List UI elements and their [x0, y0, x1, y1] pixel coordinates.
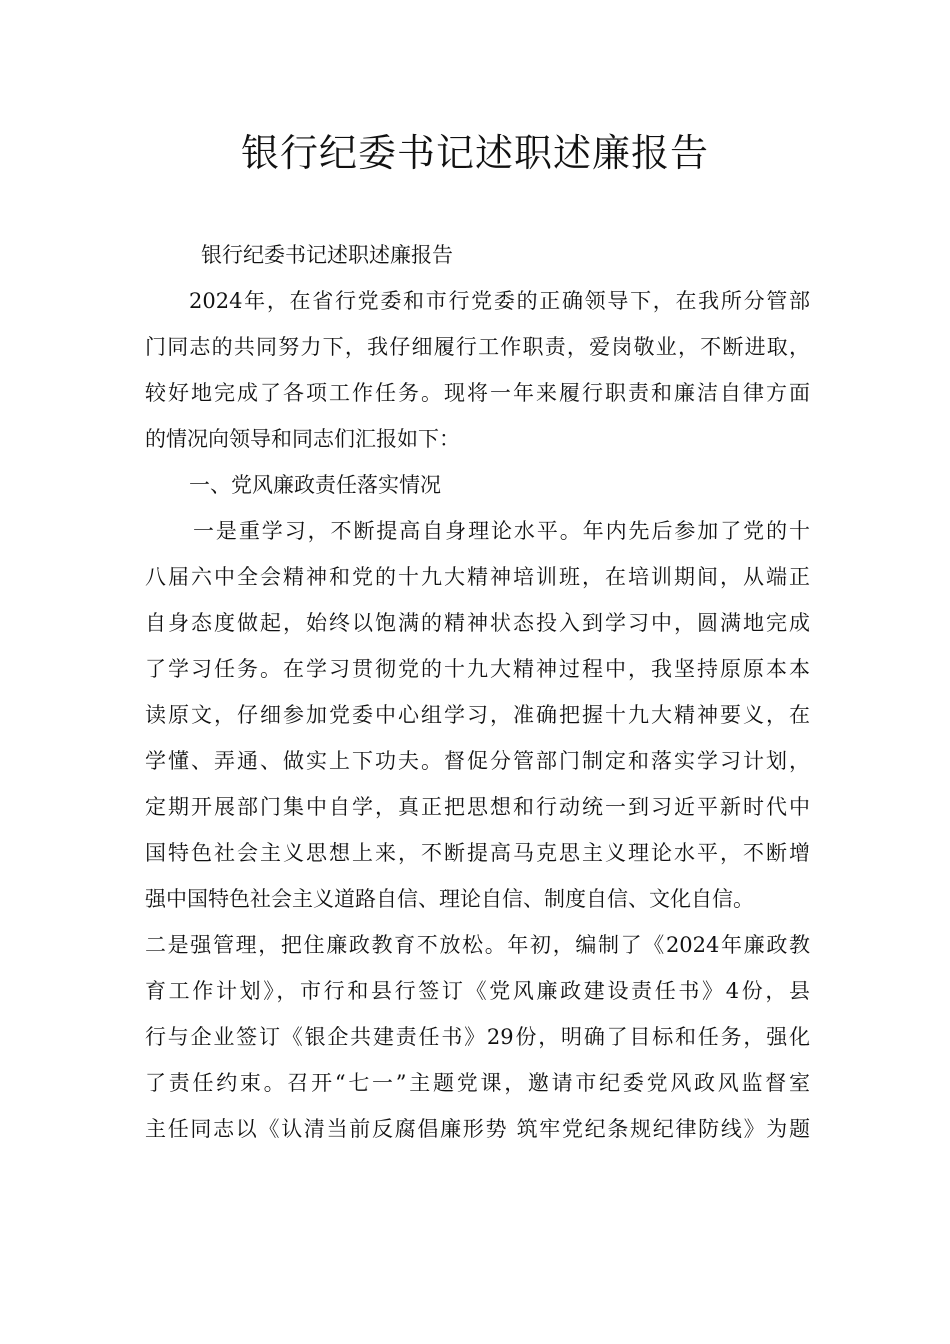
paragraph-line: 的情况向领导和同志们汇报如下：: [145, 427, 460, 451]
paragraph-line: 读原文，仔细参加党委中心组学习，准确把握十九大精神要义，在: [145, 703, 810, 727]
paragraph-line: 门同志的共同努力下，我仔细履行工作职责，爱岗敬业，不断进取，: [145, 335, 810, 359]
paragraph-line: 较好地完成了各项工作任务。现将一年来履行职责和廉洁自律方面: [145, 381, 810, 405]
subtitle-line: 银行纪委书记述职述廉报告: [201, 243, 453, 267]
paragraph-line: 了责任约束。召开“七一”主题党课，邀请市纪委党风政风监督室: [145, 1071, 810, 1095]
paragraph-line: 定期开展部门集中自学，真正把思想和行动统一到习近平新时代中: [145, 795, 810, 819]
paragraph-line: 强中国特色社会主义道路自信、理论自信、制度自信、文化自信。: [145, 887, 754, 911]
document-body: [145, 232, 810, 1152]
paragraph-line: 学懂、弄通、做实上下功夫。督促分管部门制定和落实学习计划，: [145, 749, 810, 773]
section-heading: 一、党风廉政责任落实情况: [189, 473, 441, 497]
paragraph-line: 自身态度做起，始终以饱满的精神状态投入到学习中，圆满地完成: [145, 611, 810, 635]
paragraph-line: 国特色社会主义思想上来，不断提高马克思主义理论水平，不断增: [145, 841, 810, 865]
paragraph-line: 2024年，在省行党委和市行党委的正确领导下，在我所分管部: [189, 289, 810, 313]
paragraph-line: 行与企业签订《银企共建责任书》29份，明确了目标和任务，强化: [145, 1025, 810, 1049]
paragraph-line: 了学习任务。在学习贯彻党的十九大精神过程中，我坚持原原本本: [145, 657, 810, 681]
document-title: 银行纪委书记述职述廉报告: [240, 131, 709, 175]
paragraph-line: 一是重学习，不断提高自身理论水平。年内先后参加了党的十: [193, 519, 810, 543]
paragraph-line: 育工作计划》，市行和县行签订《党风廉政建设责任书》4份，县: [145, 979, 810, 1003]
paragraph-line: 二是强管理，把住廉政教育不放松。年初，编制了《2024年廉政教: [145, 933, 810, 957]
paragraph-line: 主任同志以《认清当前反腐倡廉形势 筑牢党纪条规纪律防线》为题: [145, 1117, 810, 1141]
paragraph-line: 八届六中全会精神和党的十九大精神培训班，在培训期间，从端正: [145, 565, 810, 589]
